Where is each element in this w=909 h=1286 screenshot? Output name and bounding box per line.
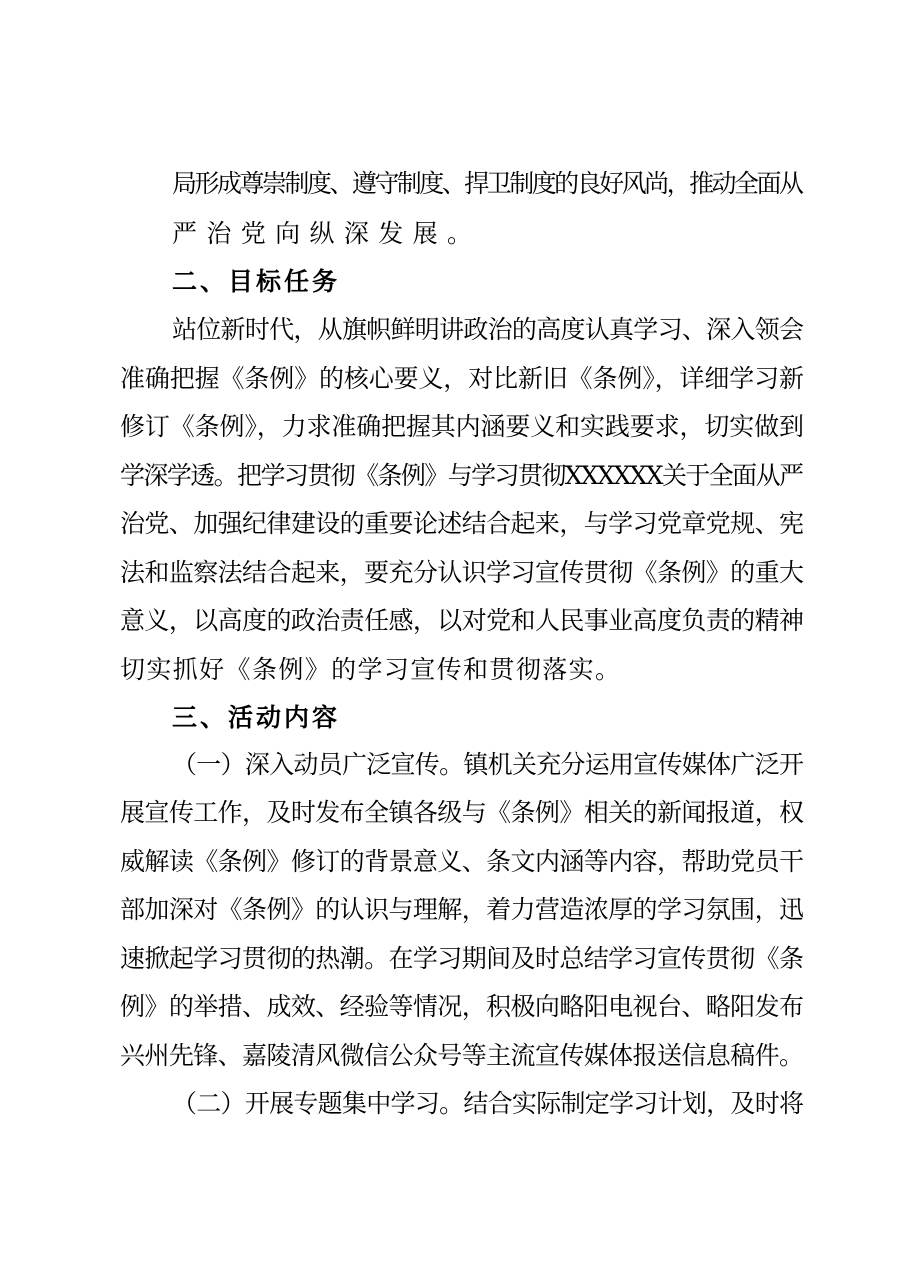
body-text-line: 站位新时代，从旗帜鲜明讲政治的高度认真学习、深入领会 — [172, 315, 804, 344]
body-text-line: 兴州先锋、嘉陵清风微信公众号等主流宣传媒体报送信息稿件。 — [120, 1041, 804, 1070]
body-text-line: 局形成尊崇制度、遵守制度、捍卫制度的良好风尚，推动全面从 — [172, 169, 802, 198]
body-text-line: 治党、加强纪律建设的重要论述结合起来，与学习党章党规、宪 — [120, 509, 804, 538]
body-text-line: 意义，以高度的政治责任感，以对党和人民事业高度负责的精神 — [120, 606, 804, 635]
body-text-line: （一）深入动员广泛宣传。镇机关充分运用宣传媒体广泛开 — [172, 750, 804, 779]
body-text-line: 例》的举措、成效、经验等情况，积极向略阳电视台、略阳发布 — [120, 992, 804, 1021]
body-text-line: 修订《条例》，力求准确把握其内涵要义和实践要求，切实做到 — [120, 412, 804, 441]
body-text-line: 准确把握《条例》的核心要义，对比新旧《条例》，详细学习新 — [120, 364, 804, 393]
body-text-line: 学深学透。把学习贯彻《条例》与学习贯彻XXXXXX关于全面从严 — [120, 461, 803, 490]
section-heading-objectives: 二、目标任务 — [172, 267, 341, 296]
body-text-line: 切实抓好《条例》的学习宣传和贯彻落实。 — [120, 655, 622, 684]
body-text-line: 展宣传工作，及时发布全镇各级与《条例》相关的新闻报道，权 — [120, 798, 804, 827]
body-text-line: 威解读《条例》修订的背景意义、条文内涵等内容，帮助党员干 — [120, 847, 804, 876]
body-text-line: 速掀起学习贯彻的热潮。在学习期间及时总结学习宣传贯彻《条 — [120, 944, 804, 973]
body-text-line: （二）开展专题集中学习。结合实际制定学习计划，及时将 — [172, 1089, 804, 1118]
section-heading-activities: 三、活动内容 — [172, 703, 341, 732]
body-text-line: 严治党向纵深发展。 — [172, 219, 482, 248]
body-text-line: 法和监察法结合起来，要充分认识学习宣传贯彻《条例》的重大 — [120, 558, 804, 587]
body-text-line: 部加深对《条例》的认识与理解，着力营造浓厚的学习氛围，迅 — [120, 895, 804, 924]
